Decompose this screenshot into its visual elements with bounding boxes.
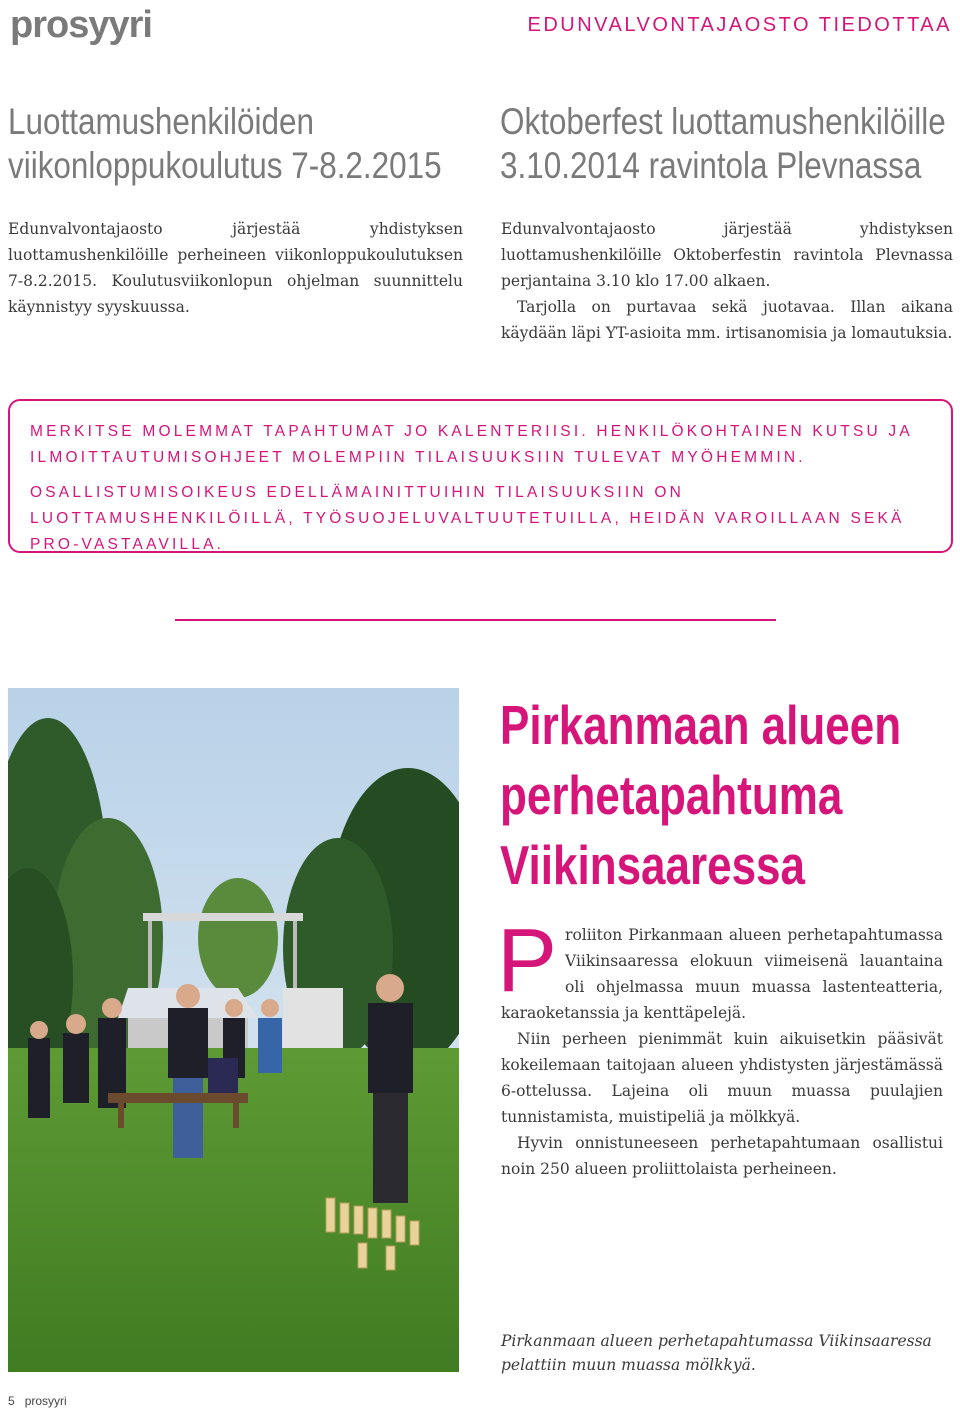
feature-title-line1: Pirkanmaan alueen: [500, 694, 902, 756]
right-title-line1: Oktoberfest luottamushenkilöille: [500, 101, 946, 142]
right-article-body2: Tarjolla on purtavaa sekä juotavaa. Illan aikana käydään läpi YT-asioita mm. irtisanomisia ja lomautuksia.: [501, 298, 953, 342]
feature-paragraph-3: Hyvin onnistuneeseen perhetapahtumaan osallistui noin 250 alueen proliittolaista perheineen.: [501, 1134, 943, 1178]
event-photo: [8, 688, 459, 1372]
feature-article: [497, 911, 943, 1182]
right-article-body1: Edunvalvontajaosto järjestää yhdistyksen luottamushenkilöille Oktoberfestin ravintola Plevnassa perjantaina 3.10 klo 17.00 alkaen.: [501, 220, 953, 290]
photo-illustration: [8, 688, 459, 1372]
page-footer: [8, 1394, 77, 1408]
notice-line2: OSALLISTUMISOIKEUS EDELLÄMAINITTUIHIN TILAISUUKSIIN ON LUOTTAMUSHENKILÖILLÄ, TYÖSUOJELUVALTUUTETUILLA, HEIDÄN VAROILLAAN SEKÄ PRO-VASTAAVILLA.: [30, 484, 905, 553]
section-divider: [175, 619, 776, 621]
right-article-title: [500, 100, 946, 189]
feature-p1-text: roliiton Pirkanmaan alueen perhetapahtumassa Viikinsaaressa elokuun viimeisenä lauantaina oli ohjelmassa muun muassa lastenteatteria, karaoketanssia ja kenttäpelejä.: [501, 926, 943, 1022]
section-label: EDUNVALVONTAJAOSTO TIEDOTTAA: [527, 14, 952, 36]
right-title-line2: 3.10.2014 ravintola Plevnassa: [500, 145, 922, 187]
left-title-line1: Luottamushenkilöiden: [8, 101, 314, 142]
feature-paragraph-1: [497, 911, 943, 1026]
left-title-line2: viikonloppukoulutus 7-8.2.2015: [8, 145, 442, 187]
feature-title: [500, 690, 901, 900]
feature-title-line2: perhetapahtuma: [500, 764, 843, 826]
notice-box: [8, 399, 953, 553]
drop-cap: P: [497, 911, 558, 1011]
page-number: 5: [8, 1394, 15, 1408]
feature-paragraph-2: Niin perheen pienimmät kuin aikuisetkin pääsivät kokeilemaan taitojaan alueen yhdistysten järjestämässä 6-ottelussa. Lajeina oli muun muassa puulajien tunnistamista, muistipeliä ja mölkkyä.: [501, 1030, 943, 1126]
notice-line1: MERKITSE MOLEMMAT TAPAHTUMAT JO KALENTERIISI. HENKILÖKOHTAINEN KUTSU JA ILMOITTAUTUMISOHJEET MOLEMPIIN TILAISUUKSIIN TULEVAT MYÖHEMMIN.: [30, 423, 913, 466]
footer-publication: prosyyri: [24, 1394, 67, 1408]
left-article-title: [8, 100, 442, 189]
feature-title-line3: Viikinsaaressa: [500, 834, 805, 896]
photo-caption: Pirkanmaan alueen perhetapahtumassa Viikinsaaressa pelattiin muun muassa mölkkyä.: [501, 1332, 932, 1374]
logo: prosyyri: [10, 4, 152, 46]
left-article-body: Edunvalvontajaosto järjestää yhdistyksen luottamushenkilöille perheineen viikonloppukoulutuksen 7-8.2.2015. Koulutusviikonlopun ohjelman suunnittelu käynnistyy syyskuussa.: [8, 220, 463, 316]
